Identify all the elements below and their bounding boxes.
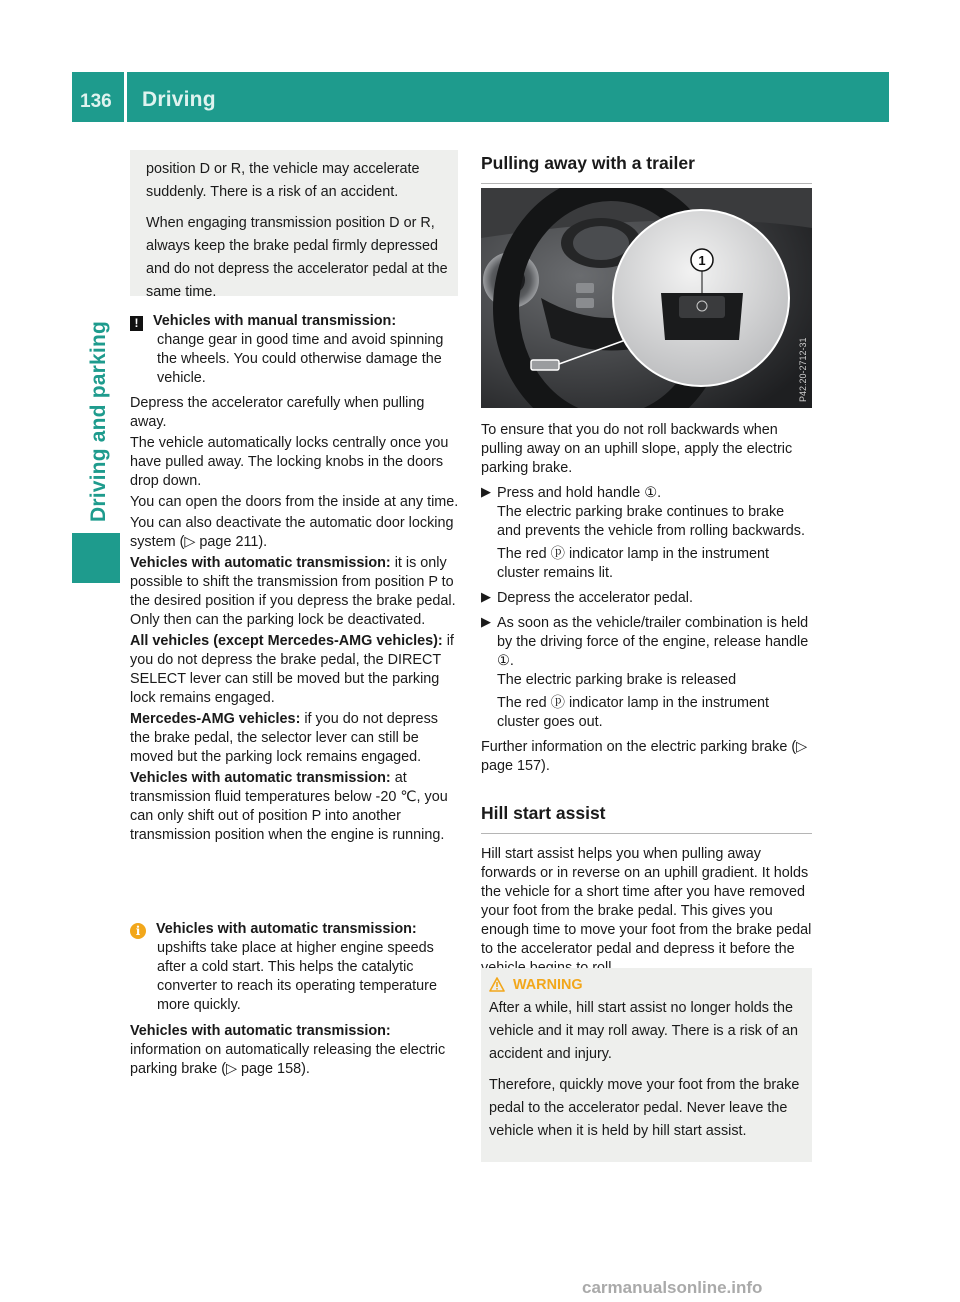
bold-lead: Vehicles with automatic transmission: <box>130 555 391 571</box>
paragraph: The vehicle automatically locks centrally once you have pulled away. The locking knobs in the doors drop down. <box>130 435 449 489</box>
bold-lead: Vehicles with automatic transmission: <box>130 1023 391 1039</box>
warning-text: After a while, hill start assist no longer holds the vehicle and it may roll away. There is a risk of an accident and injury. <box>489 1000 798 1062</box>
exclamation-icon: ! <box>130 316 143 331</box>
step-arrow-icon: ▶ <box>481 589 491 604</box>
section-heading-trailer: Pulling away with a trailer <box>481 153 695 173</box>
chapter-title: Driving <box>142 88 216 111</box>
left-body <box>130 394 461 845</box>
info-note <box>130 920 461 1015</box>
trailer-body <box>481 421 812 776</box>
section-heading-hill: Hill start assist <box>481 803 606 823</box>
step-arrow-icon: ▶ <box>481 484 491 499</box>
warning-text: position D or R, the vehicle may accelerate suddenly. There is a risk of an accident. <box>146 161 420 200</box>
cockpit-photo <box>481 188 812 408</box>
note-title: Vehicles with manual transmission: <box>153 313 397 329</box>
paragraph: You can open the doors from the inside at any time. <box>130 494 459 510</box>
left-final <box>130 1022 461 1079</box>
photo-code: P42.20-2712-31 <box>798 337 808 402</box>
paragraph-auto-2: Vehicles with automatic transmission: at transmission fluid temperatures below -20 ℃, you can only shift out of position P into another transmission position when the engine is running. <box>130 770 448 843</box>
note-title: Vehicles with automatic transmission: <box>156 921 417 937</box>
note-body: upshifts take place at higher engine speeds after a cold start. This helps the catalytic converter to reach its operating temperature more quickly. <box>157 940 437 1013</box>
step-arrow-icon: ▶ <box>481 614 491 629</box>
note-manual-transmission <box>130 312 461 388</box>
warning-box <box>481 968 812 1162</box>
step-2: ▶ Depress the accelerator pedal. <box>481 589 693 606</box>
step-1: ▶ Press and hold handle ①. The electric parking brake continues to brake and prevents the vehicle from rolling backwards. The red ⓟ indicator lamp in the instrument cluster remains lit. <box>481 484 812 583</box>
photo-callout: 1 <box>698 253 706 268</box>
bold-lead: Mercedes-AMG vehicles: <box>130 711 301 727</box>
paragraph-all-vehicles: All vehicles (except Mercedes-AMG vehicles): if you do not depress the brake pedal, the DIRECT SELECT lever can still be moved but the parking lock remains engaged. <box>130 633 454 706</box>
side-tab-label: Driving and parking <box>87 321 110 522</box>
step-result: The electric parking brake continues to brake and prevents the vehicle from rolling backwards. <box>497 504 805 539</box>
paragraph: Depress the accelerator carefully when pulling away. <box>130 395 425 430</box>
bold-lead: Vehicles with automatic transmission: <box>130 770 391 786</box>
paragraph: To ensure that you do not roll backwards when pulling away on an uphill slope, apply the electric parking brake. <box>481 422 793 476</box>
paragraph-auto-1: Vehicles with automatic transmission: it is only possible to shift the transmission from position P to the desired position if you depress the brake pedal. Only then can the parking lock be deactivated. <box>130 555 456 628</box>
heading-rule <box>481 833 812 834</box>
hill-body: Hill start assist helps you when pulling away forwards or in reverse on an uphill gradient. It holds the vehicle for a short time after you have removed your foot from the brake pedal. This gives you enough time to move your foot from the brake pedal to the accelerator pedal and depress it before the <box>481 846 812 957</box>
info-icon: i <box>130 923 146 939</box>
step-3: ▶ As soon as the vehicle/trailer combination is held by the driving force of the engine, release handle ①. The electric parking brake is released The red ⓟ indicator lamp in the instrument cluster goes out. <box>481 614 812 732</box>
note-body: change gear in good time and avoid spinning the wheels. You could otherwise damage the vehicle. <box>157 332 444 386</box>
warning-triangle-icon <box>489 977 505 992</box>
heading-rule <box>481 183 812 184</box>
cockpit-illustration <box>481 188 812 408</box>
bold-lead: All vehicles (except Mercedes-AMG vehicles): <box>130 633 443 649</box>
side-tab-block <box>72 533 120 583</box>
paragraph-amg: Mercedes-AMG vehicles: if you do not depress the brake pedal, the selector lever can still be moved but the parking lock remains engaged. <box>130 711 438 765</box>
step-lamp-note: The red ⓟ indicator lamp in the instrument cluster goes out. <box>497 695 769 730</box>
paragraph: Further information on the electric parking brake (▷ page 157). <box>481 739 808 774</box>
header-divider <box>124 72 127 122</box>
paragraph: You can also deactivate the automatic door locking system (▷ page 211). <box>130 515 454 550</box>
warning-label: WARNING <box>513 977 583 993</box>
warning-header <box>489 977 804 993</box>
warning-text: When engaging transmission position D or R, always keep the brake pedal firmly depressed and do not depress the accelerator pedal at the same time. <box>146 215 448 300</box>
warning-continuation-box <box>130 150 458 300</box>
step-result: The electric parking brake is released <box>497 672 737 688</box>
step-lamp-note: The red ⓟ indicator lamp in the instrument cluster remains lit. <box>497 546 769 581</box>
watermark: carmanualsonline.info <box>582 1278 763 1297</box>
page-number: 136 <box>80 91 112 112</box>
warning-text: Therefore, quickly move your foot from the brake pedal to the accelerator pedal. Never leave the vehicle when it is held by hill start assist. <box>489 1077 800 1139</box>
paragraph-auto-3: Vehicles with automatic transmission: information on automatically releasing the electric parking brake (▷ page 158). <box>130 1023 446 1077</box>
